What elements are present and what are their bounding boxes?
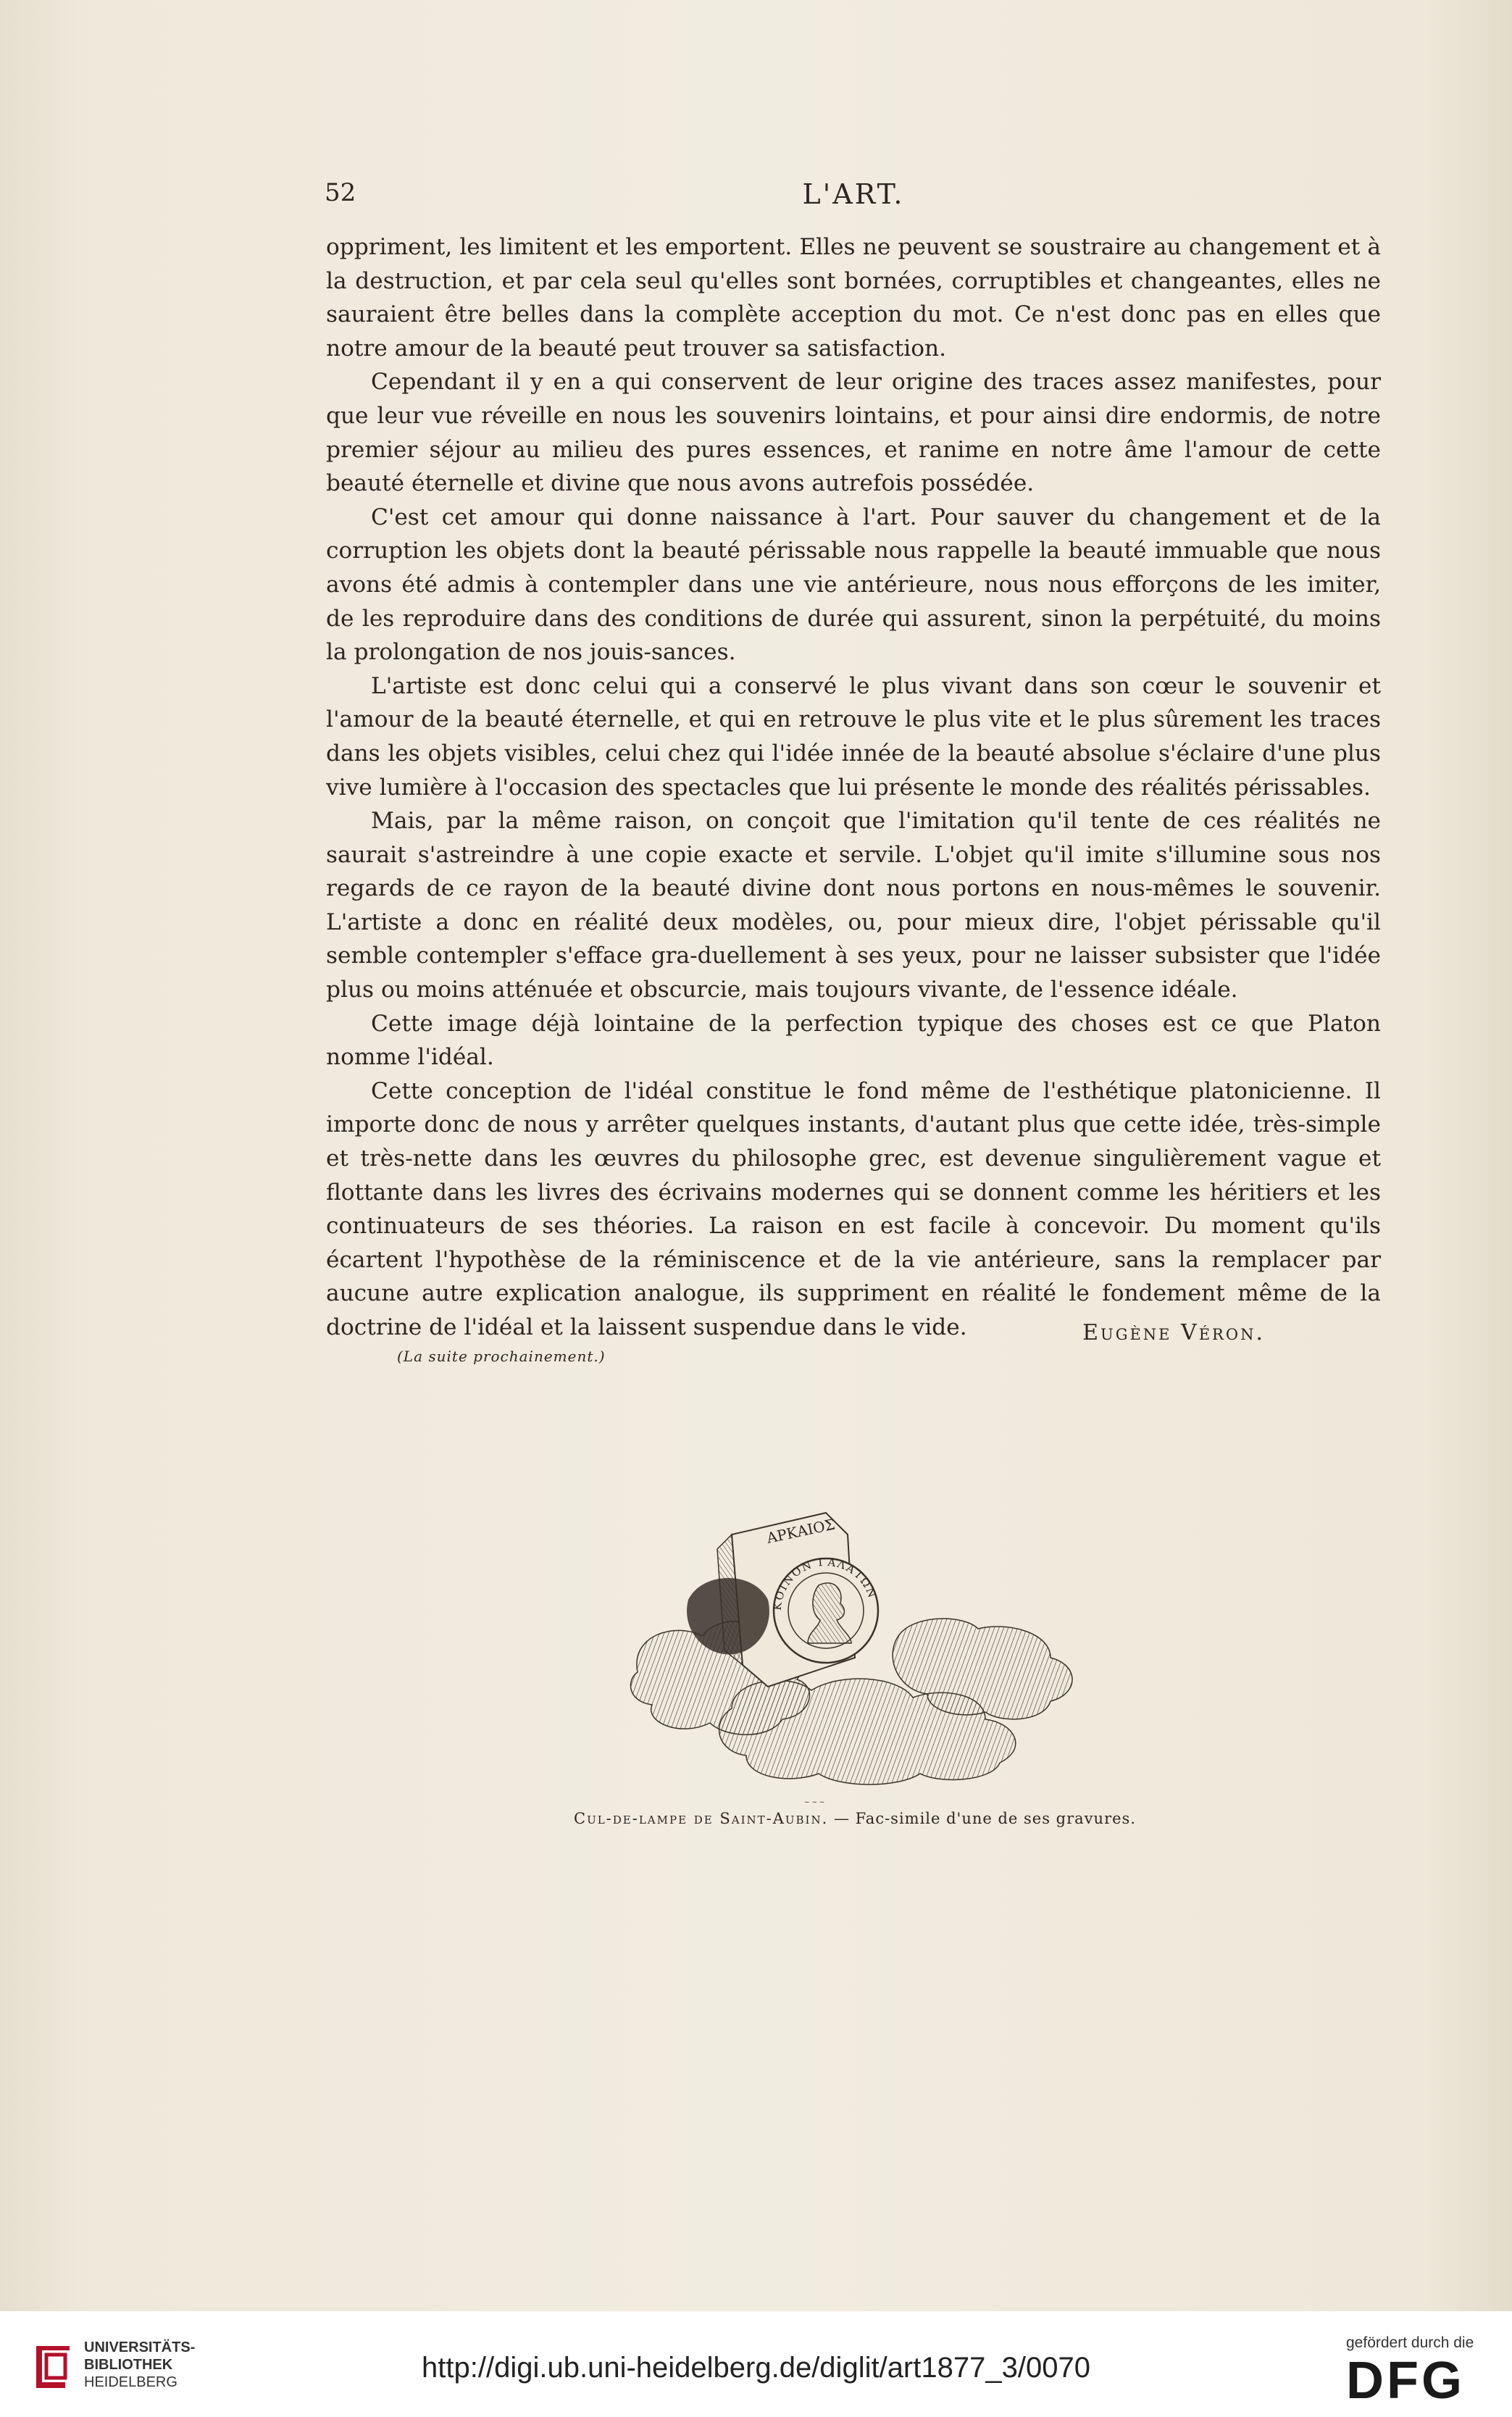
author-signature: Eugène Véron. [1082, 1320, 1265, 1345]
running-title: L'ART. [802, 178, 905, 210]
continuation-note: (La suite prochainement.) [397, 1348, 606, 1365]
article-body [326, 230, 1381, 1345]
figure-caption [507, 1810, 1203, 1827]
library-line: UNIVERSITÄTS- [84, 2339, 196, 2355]
paragraph: oppriment, les limitent et les emportent. Elles ne peuvent se soustraire au changement et à la destruction, et par cela seul qu'elles sont bornées, corruptibles et changeantes, elles ne sauraient être belles dans la complète acception du mot. Ce n'est donc pas en elles que notre amour de la beauté peut trouver sa satisfaction. [326, 234, 1381, 362]
medallion-legend: ΚΟΙΝΟΝ ΓΑΛΑΤΩΝ [770, 1555, 880, 1611]
page-number: 52 [325, 178, 356, 207]
paragraph: Cependant il y en a qui conservent de leur origine des traces assez manifestes, pour que leur vue réveille en nous les souvenirs lointains, et pour ainsi dire endormis, de notre premier séjour au milieu des pures essences, et ranime en notre âme l'amour de cette beauté éternelle et divine que nous avons autrefois possédée. [326, 369, 1381, 497]
library-line: BIBLIOTHEK [84, 2357, 173, 2373]
paragraph: Mais, par la même raison, on conçoit que l'imitation qu'il tente de ces réalités ne saurait s'astreindre à une copie exacte et servile. L'objet qu'il imite s'illumine sous nos regards de ce rayon de la beauté divine dont nous portons en nous-mêmes le souvenir. L'artiste a donc en réalité deux modèles, ou, pour mieux dire, l'objet périssable qu'il semble contempler s'efface gra-duellement à ses yeux, pour ne laisser subsister que l'idée plus ou moins atténuée et obscurcie, mais toujours vivante, de l'essence idéale. [326, 808, 1381, 1003]
funder-label: gefördert durch die [1346, 2334, 1474, 2351]
library-line: HEIDELBERG [84, 2374, 177, 2390]
engraver-mark: ~ ~ ~ [804, 1799, 825, 1806]
caption-rest: — Fac-simile d'une de ses gravures. [828, 1810, 1136, 1827]
paragraph: Cette conception de l'idéal constitue le fond même de l'esthétique platonicienne. Il importe donc de nous y arrêter quelques instants, d'autant plus que cette idée, très-simple et très-nette dans les œuvres du philosophe grec, est devenue singulièrement vague et flottante dans les livres des écrivains modernes qui se donnent comme les héritiers et les continuateurs de ses théories. La raison en est facile à concevoir. Du moment qu'ils écartent l'hypothèse de la réminiscence et de la vie antérieure, sans la remplacer par aucune autre explication analogue, ils suppriment en réalité le fondement même de la doctrine de l'idéal et la laissent suspendue dans le vide. [326, 1077, 1381, 1340]
caption-title: Cul-de-lampe de Saint-Aubin. [574, 1810, 829, 1827]
dfg-logo: DFG [1346, 2352, 1465, 2410]
running-header [325, 178, 1382, 222]
paragraph: C'est cet amour qui donne naissance à l'art. Pour sauver du changement et de la corruption les objets dont la beauté périssable nous rappelle la beauté immuable que nous avons été admis à contempler dans une vie antérieure, nous nous efforçons de les imiter, de les reproduire dans des conditions de durée qui assurent, sinon la perpétuité, du moins la prolongation de nos jouis-sances. [326, 504, 1381, 666]
permalink-url[interactable]: http://digi.ub.uni-heidelberg.de/diglit/art1877_3/0070 [422, 2352, 1090, 2384]
engraving-illustration [623, 1491, 1087, 1810]
paragraph: Cette image déjà lointaine de la perfection typique des choses est ce que Platon nomme l'idéal. [326, 1010, 1381, 1071]
tablet-inscription: ΑΡΚΑΙΟΣ [765, 1515, 837, 1547]
paragraph: L'artiste est donc celui qui a conservé le plus vivant dans son cœur le souvenir et l'amour de la beauté éternelle, et qui en retrouve le plus vite et le plus sûrement les traces dans les objets visibles, celui chez qui l'idée innée de la beauté absolue s'éclaire d'une plus vive lumière à l'occasion des spectacles que lui présente le monde des réalités périssables. [326, 672, 1381, 801]
